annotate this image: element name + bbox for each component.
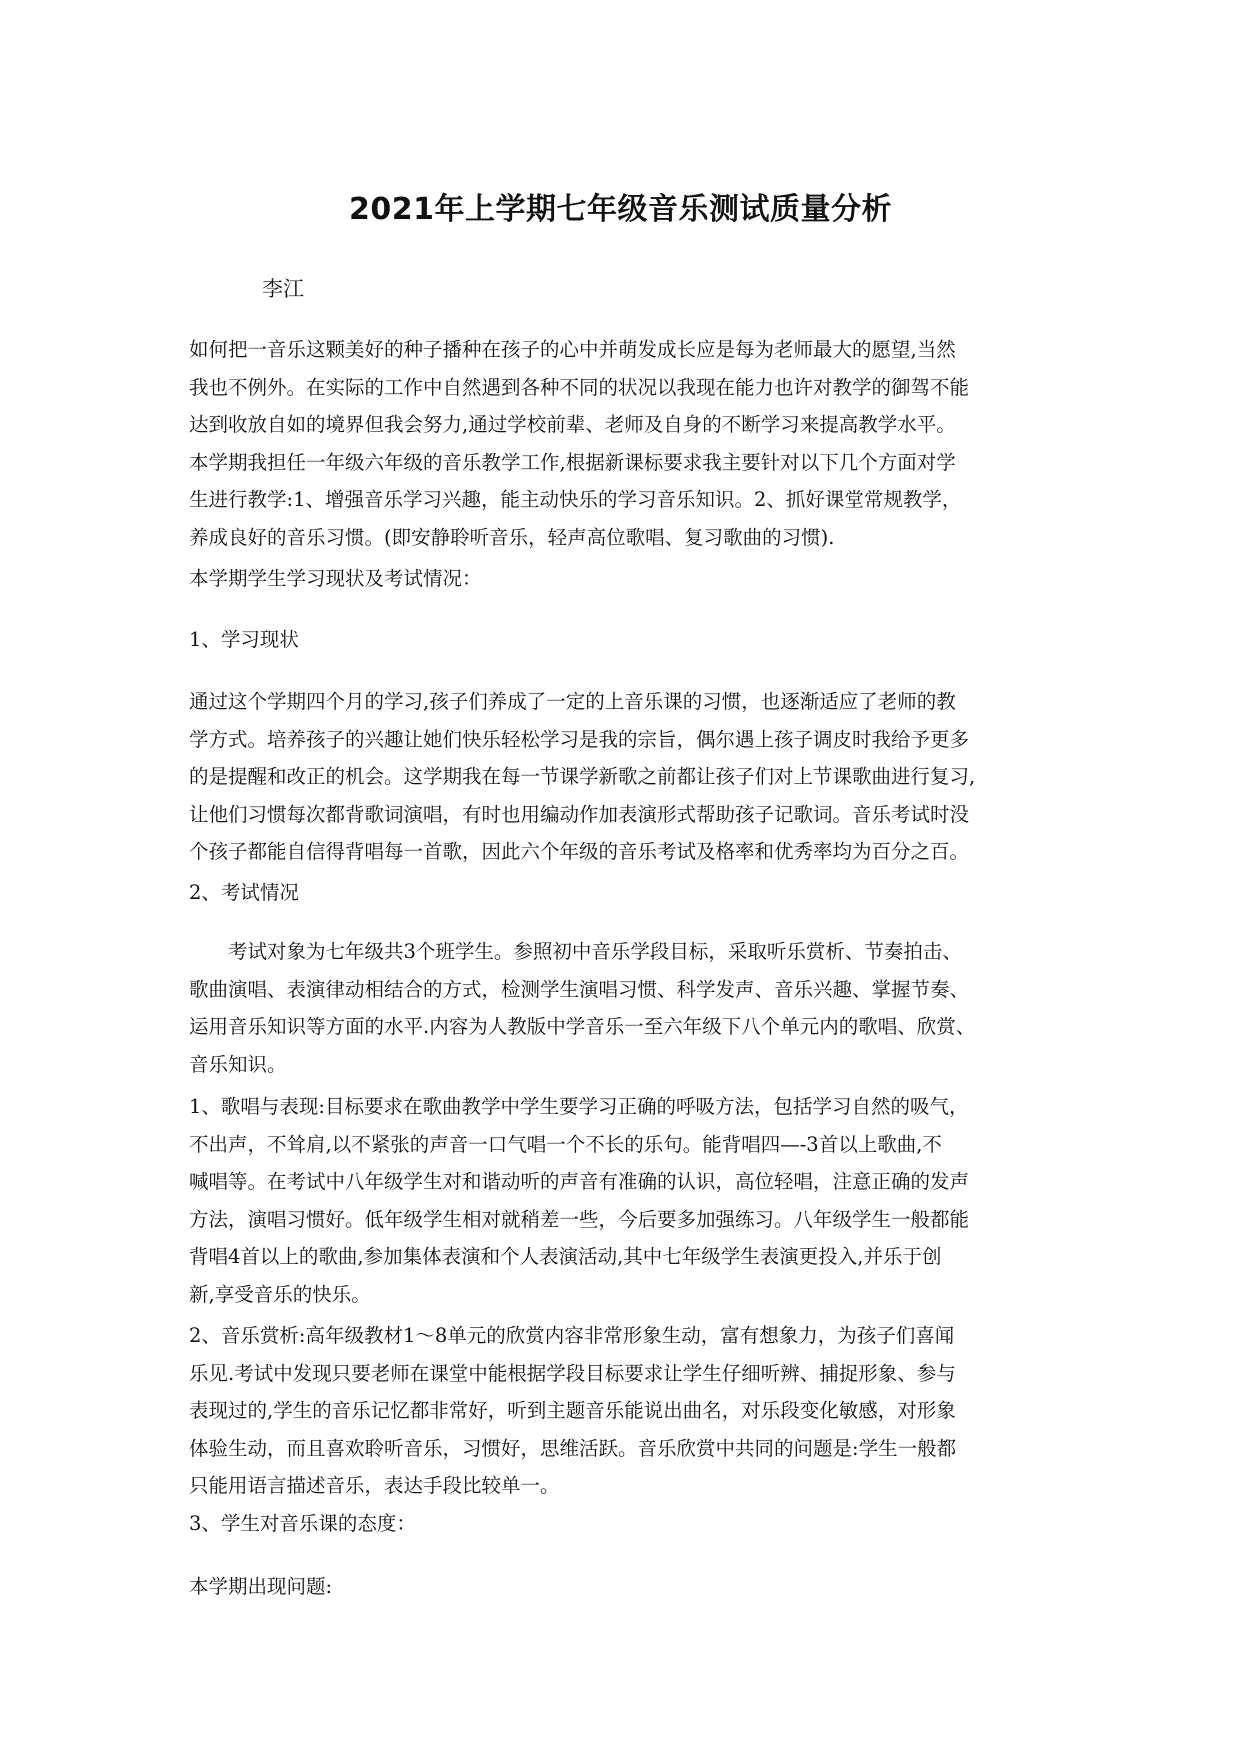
item1-paragraph: [189, 1088, 1049, 1313]
paragraph-line: 表现过的,学生的音乐记忆都非常好，听到主题音乐能说出曲名，对乐段变化敏感，对形象: [189, 1399, 956, 1422]
paragraph-line: 通过这个学期四个月的学习,孩子们养成了一定的上音乐课的习惯，也逐渐适应了老师的教: [189, 690, 956, 713]
paragraph-line: 方法，演唱习惯好。低年级学生相对就稍差一些，今后要多加强练习。八年级学生一般都能: [189, 1207, 970, 1231]
heading-text: 3、学生对音乐课的态度：: [189, 1512, 416, 1535]
paragraph-line: 达到收放自如的境界但我会努力,通过学校前辈、老师及自身的不断学习来提高教学水平。: [189, 413, 956, 436]
heading-text: 本学期学生学习现状及考试情况：: [189, 567, 482, 590]
paragraph-line: 运用音乐知识等方面的水平.内容为人教版中学音乐一至六年级下八个单元内的歌唱、欣赏、: [189, 1015, 976, 1038]
paragraph-line: 喊唱等。在考试中八年级学生对和谐动听的声音有准确的认识，高位轻唱，注意正确的发声: [189, 1170, 970, 1193]
problems-heading: [189, 1568, 1049, 1606]
section2-heading: [189, 874, 1049, 912]
heading-text: 本学期出现问题:: [189, 1575, 333, 1598]
paragraph-line: 歌曲演唱、表演律动相结合的方式，检测学生演唱习惯、科学发声、音乐兴趣、掌握节奏、: [189, 977, 970, 1001]
paragraph-line: 考试对象为七年级共3个班学生。参照初中音乐学段目标，采取听乐赏析、节奏拍击、: [189, 940, 962, 963]
item3-heading: [189, 1505, 1049, 1543]
section1-heading: [189, 621, 1049, 659]
paragraph-line: 2、音乐赏析:高年级教材1～8单元的欣赏内容非常形象生动，富有想象力，为孩子们喜闻: [189, 1324, 955, 1347]
paragraph-line: 体验生动，而且喜欢聆听音乐，习惯好，思维活跃。音乐欣赏中共同的问题是:学生一般都: [189, 1436, 957, 1460]
paragraph-line: 新,享受音乐的快乐。: [189, 1282, 371, 1306]
section1-paragraph: [189, 683, 1049, 871]
paragraph-line: 乐见.考试中发现只要老师在课堂中能根据学段目标要求让学生仔细听辨、捕捉形象、参与: [189, 1361, 956, 1385]
item2-paragraph: [189, 1317, 1049, 1505]
paragraph-line: 的是提醒和改正的机会。这学期我在每一节课学新歌之前都让孩子们对上节课歌曲进行复习,: [189, 765, 976, 788]
paragraph-line: 养成良好的音乐习惯。(即安静聆听音乐，轻声高位歌唱、复习歌曲的习惯).: [189, 525, 835, 549]
status-heading: [189, 560, 1049, 598]
paragraph-line: 我也不例外。在实际的工作中自然遇到各种不同的状况以我现在能力也许对教学的御驾不能: [189, 375, 970, 399]
heading-text: 2、考试情况: [189, 881, 299, 904]
paragraph-line: 个孩子都能自信得背唱每一首歌，因此六个年级的音乐考试及格率和优秀率均为百分之百。: [189, 840, 970, 863]
paragraph-line: 1、歌唱与表现:目标要求在歌曲教学中学生要学习正确的呼吸方法，包括学习自然的吸气，: [189, 1095, 969, 1118]
paragraph-line: 背唱4首以上的歌曲,参加集体表演和个人表演活动,其中七年级学生表演更投入,并乐于创: [189, 1245, 942, 1268]
intro-paragraph: [189, 331, 1049, 556]
section2-paragraph: [189, 933, 1049, 1083]
paragraph-line: 只能用语言描述音乐，表达手段比较单一。: [189, 1474, 560, 1497]
paragraph-line: 本学期我担任一年级六年级的音乐教学工作,根据新课标要求我主要针对以下几个方面对学: [189, 450, 956, 474]
document-title: 2021年上学期七年级音乐测试质量分析: [349, 192, 892, 227]
paragraph-line: 让他们习惯每次都背歌词演唱，有时也用编动作加表演形式帮助孩子记歌词。音乐考试时没: [189, 802, 970, 826]
paragraph-line: 学方式。培养孩子的兴趣让她们快乐轻松学习是我的宗旨，偶尔遇上孩子调皮时我给予更多: [189, 727, 970, 751]
paragraph-line: 生进行教学:1、增强音乐学习兴趣，能主动快乐的学习音乐知识。2、抓好课堂常规教学，: [189, 488, 962, 511]
paragraph-line: 如何把一音乐这颗美好的种子播种在孩子的心中并萌发成长应是每为老师最大的愿望,当然: [189, 338, 956, 361]
paragraph-line: 不出声，不耸肩,以不紧张的声音一口气唱一个不长的乐句。能背唱四—-3首以上歌曲,不: [189, 1132, 942, 1156]
paragraph-line: 音乐知识。: [189, 1052, 287, 1076]
author-name: 李江: [262, 277, 304, 301]
heading-text: 1、学习现状: [189, 628, 299, 651]
